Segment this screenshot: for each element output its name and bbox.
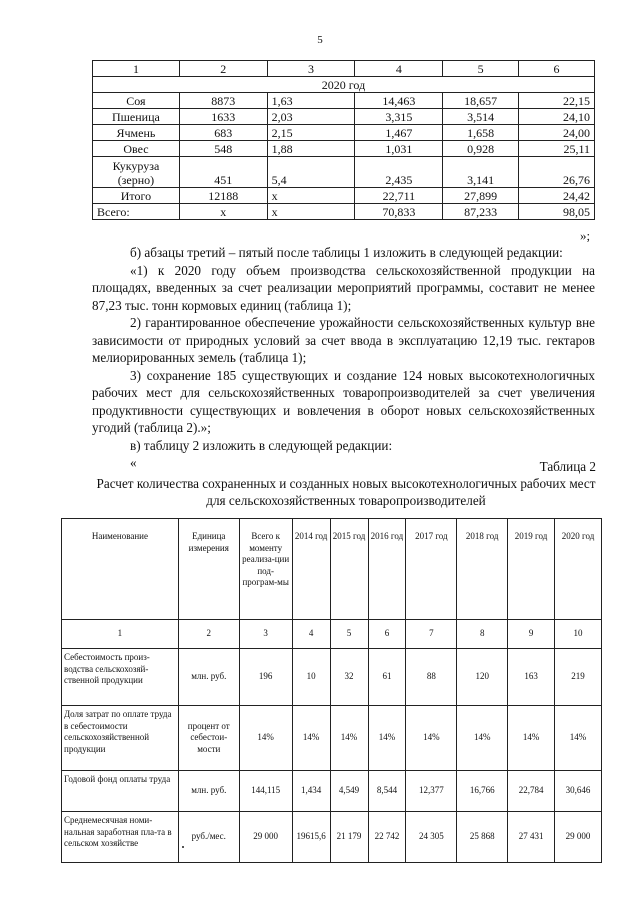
paragraph: 3) сохранение 185 существующих и создание 124 новых высокотехнологичных рабочих мест для сельскохозяйственных товаропроизводителей за счет увеличения продуктивности существующих и вовлечения в оборот новых сельскохозяйственных угодий (таблица 2).»;	[92, 367, 595, 435]
jobs-table	[61, 518, 602, 863]
table-row	[62, 706, 602, 771]
table-label: Таблица 2	[539, 459, 596, 474]
column-header: 2018 год	[457, 519, 508, 620]
table-cell: 30,646	[555, 771, 602, 812]
table-cell: 683	[179, 125, 267, 141]
table-cell: 3	[239, 620, 292, 649]
table-cell: Пшеница	[93, 109, 180, 125]
table-row	[62, 649, 602, 706]
table-cell: 22,784	[508, 771, 555, 812]
table-cell: 29 000	[555, 812, 602, 863]
table-cell: 87,233	[443, 204, 519, 220]
closing-quote: »;	[580, 228, 591, 243]
table-cell: 4	[355, 61, 443, 77]
table-row	[93, 141, 595, 157]
table-row	[93, 93, 595, 109]
table-cell: 25 868	[457, 812, 508, 863]
corn-label-line1: Кукуруза	[112, 159, 160, 173]
table-cell: 3,315	[355, 109, 443, 125]
table-cell: 0,928	[443, 141, 519, 157]
table-cell: 14%	[508, 706, 555, 771]
table-cell: 19615,6	[292, 812, 330, 863]
column-header: 2016 год	[368, 519, 406, 620]
column-header: 2015 год	[330, 519, 368, 620]
table-cell: 22 742	[368, 812, 406, 863]
table-cell: 3,141	[443, 157, 519, 188]
table-cell: 120	[457, 649, 508, 706]
paragraph: в) таблицу 2 изложить в следующей редакции:	[130, 437, 393, 453]
table-cell: 3	[267, 61, 355, 77]
corn-label-line2: (зерно)	[117, 173, 155, 187]
column-header: Всего к моменту реализа-ции под-програм-мы	[239, 519, 292, 620]
table-cell: млн. руб.	[178, 649, 239, 706]
table-cell: 24,00	[519, 125, 595, 141]
paragraph: 2) гарантированное обеспечение урожайности сельскохозяйственных культур вне зависимости от природных условий за счет ввода в эксплуатацию 12,19 тыс. гектаров мелиорированных земель (таблица 1);	[92, 315, 595, 365]
table-cell: 7	[406, 620, 457, 649]
table-cell: 29 000	[239, 812, 292, 863]
column-header: 2014 год	[292, 519, 330, 620]
column-header: 2020 год	[555, 519, 602, 620]
table-cell: 70,833	[355, 204, 443, 220]
table-cell: процент от себестои-мости	[178, 706, 239, 771]
table-cell: 25,11	[519, 141, 595, 157]
table-row	[62, 812, 602, 863]
table-cell: 12,377	[406, 771, 457, 812]
table-cell: 5	[330, 620, 368, 649]
table-cell: Ячмень	[93, 125, 180, 141]
table-cell: 1,467	[355, 125, 443, 141]
table-cell: 8	[457, 620, 508, 649]
table-cell: млн. руб.	[178, 771, 239, 812]
table-cell: 163	[508, 649, 555, 706]
table-cell: 1,434	[292, 771, 330, 812]
table-cell: 548	[179, 141, 267, 157]
table-cell: 4,549	[330, 771, 368, 812]
table-cell: 18,657	[443, 93, 519, 109]
table-cell: 16,766	[457, 771, 508, 812]
table-cell: 14%	[292, 706, 330, 771]
crop-table	[92, 60, 595, 220]
scan-speck	[182, 846, 184, 848]
table-cell: 2,03	[267, 109, 355, 125]
table-cell: 14%	[555, 706, 602, 771]
table-cell: 5,4	[267, 157, 355, 188]
table-cell: 2,435	[355, 157, 443, 188]
column-header: Единица измерения	[178, 519, 239, 620]
table-cell: 1	[62, 620, 179, 649]
table-cell: 27,899	[443, 188, 519, 204]
table-row-corn	[93, 157, 595, 188]
table-cell: 14%	[368, 706, 406, 771]
table-cell: 98,05	[519, 204, 595, 220]
table-cell: х	[267, 204, 355, 220]
table-header-row	[62, 519, 602, 620]
table-cell: 6	[368, 620, 406, 649]
table-cell: Овес	[93, 141, 180, 157]
table-cell: 1,88	[267, 141, 355, 157]
table-cell: 27 431	[508, 812, 555, 863]
table-cell: 451	[179, 157, 267, 188]
table-cell: 219	[555, 649, 602, 706]
table-cell: 196	[239, 649, 292, 706]
paragraph: б) абзацы третий – пятый после таблицы 1 изложить в следующей редакции:	[130, 245, 563, 260]
total-row	[93, 188, 595, 204]
table-cell: руб./мес.	[178, 812, 239, 863]
column-header: Наименование	[62, 519, 179, 620]
table-cell: 4	[292, 620, 330, 649]
table-cell: 10	[292, 649, 330, 706]
table-header-row	[93, 61, 595, 77]
table-cell: 14%	[239, 706, 292, 771]
table-row	[93, 109, 595, 125]
year-row	[93, 77, 595, 93]
body-text	[92, 244, 595, 472]
table-cell: х	[267, 188, 355, 204]
year-label: 2020 год	[93, 77, 595, 93]
table-cell	[93, 157, 180, 188]
table-cell: Всего:	[93, 204, 180, 220]
table-cell: Доля затрат по оплате труда в себестоимости сельскохозяйственной продукции	[62, 706, 179, 771]
table-cell: 1633	[179, 109, 267, 125]
table-cell: 24,10	[519, 109, 595, 125]
table-cell: 2	[178, 620, 239, 649]
table-cell: 3,514	[443, 109, 519, 125]
table-cell: х	[179, 204, 267, 220]
table-cell: 2,15	[267, 125, 355, 141]
table-cell: 8873	[179, 93, 267, 109]
table-cell: 6	[519, 61, 595, 77]
table-cell: 24 305	[406, 812, 457, 863]
table-cell: 14%	[457, 706, 508, 771]
table-cell: Среднемесячная номи-нальная заработная пла-та в сельском хозяйстве	[62, 812, 179, 863]
table-title: Расчет количества сохраненных и созданных новых высокотехнологичных рабочих мест для сельскохозяйственных товаропроизводителей	[96, 476, 596, 508]
table-cell: 22,711	[355, 188, 443, 204]
table-cell: 9	[508, 620, 555, 649]
table-cell: 1,031	[355, 141, 443, 157]
table-cell: 10	[555, 620, 602, 649]
table-cell: 21 179	[330, 812, 368, 863]
table-cell: 88	[406, 649, 457, 706]
paragraph: «1) к 2020 году объем производства сельскохозяйственной продукции на площадях, введенных за счет реализации мероприятий программы, составит не менее 87,23 тыс. тонн кормовых единиц (таблица 1);	[92, 262, 595, 313]
table-row	[93, 125, 595, 141]
paragraph: «	[130, 455, 137, 470]
table-cell: Годовой фонд оплаты труда	[62, 771, 179, 812]
table-cell: 14%	[330, 706, 368, 771]
table-cell: 8,544	[368, 771, 406, 812]
grand-total-row	[93, 204, 595, 220]
table-cell: Себестоимость произ-водства сельскохозяй-ственной продукции	[62, 649, 179, 706]
table-cell: 24,42	[519, 188, 595, 204]
table-row	[62, 771, 602, 812]
column-header: 2019 год	[508, 519, 555, 620]
table-cell: 1,63	[267, 93, 355, 109]
table-cell: 1,658	[443, 125, 519, 141]
table-cell: 1	[93, 61, 180, 77]
table-cell: 61	[368, 649, 406, 706]
table-cell: 22,15	[519, 93, 595, 109]
table-cell: 14,463	[355, 93, 443, 109]
table-cell: 26,76	[519, 157, 595, 188]
table-cell: 12188	[179, 188, 267, 204]
table-cell: 2	[179, 61, 267, 77]
table-cell: 144,115	[239, 771, 292, 812]
table-cell: Соя	[93, 93, 180, 109]
table-cell: 5	[443, 61, 519, 77]
page-number: 5	[317, 34, 323, 46]
column-number-row	[62, 620, 602, 649]
table-cell: 14%	[406, 706, 457, 771]
column-header: 2017 год	[406, 519, 457, 620]
table-cell: 32	[330, 649, 368, 706]
table-cell: Итого	[93, 188, 180, 204]
